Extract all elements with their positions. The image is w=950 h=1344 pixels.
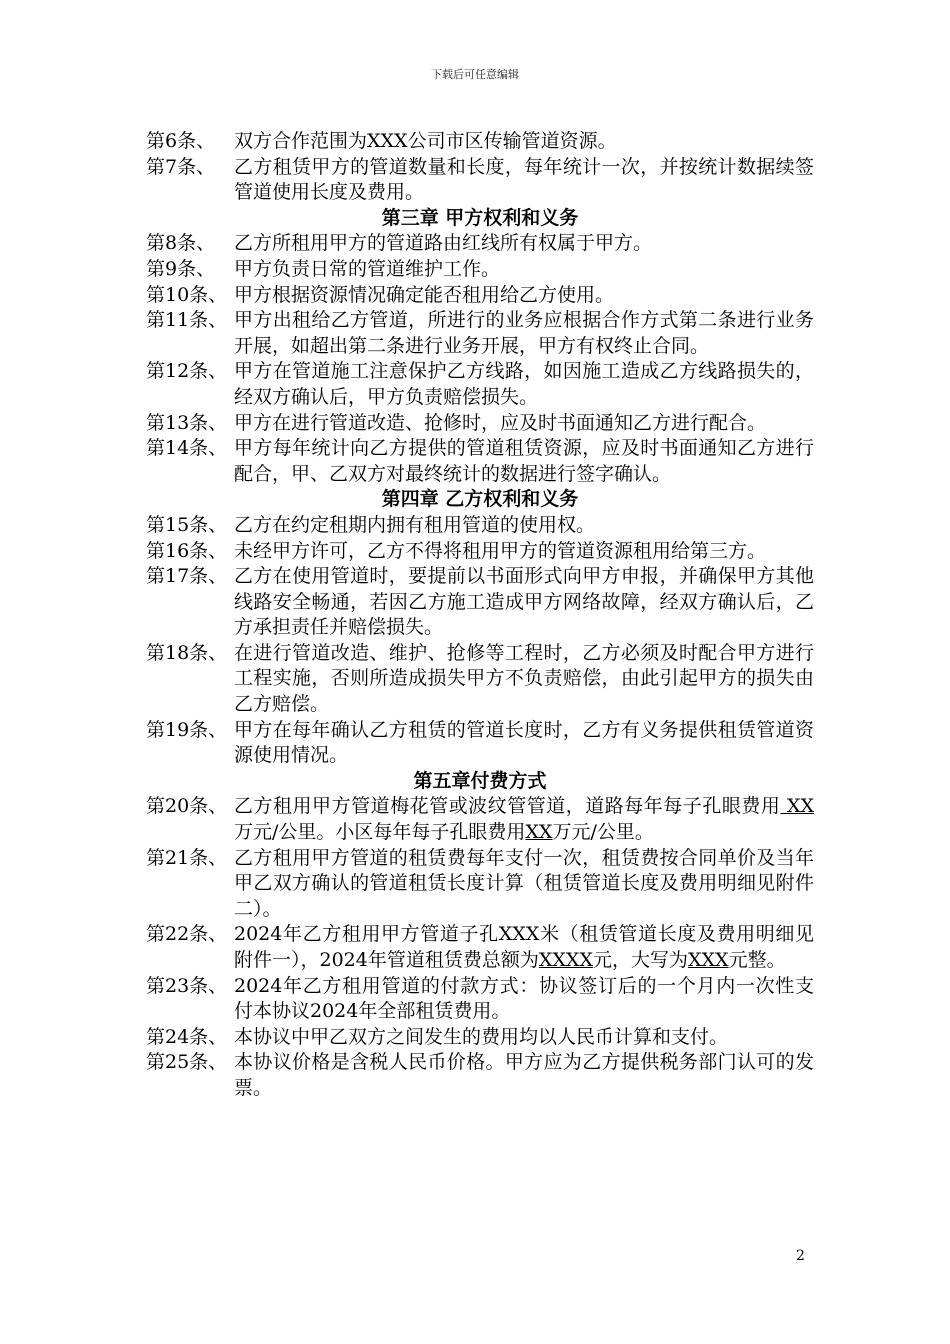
article-text-part: 乙方租用甲方管道梅花管或波纹管管道，道路每年每子孔眼费用: [234, 795, 781, 818]
article-number: 第7条、: [146, 155, 216, 178]
article-number: 第15条、: [146, 513, 228, 536]
total-fee-value: XXXX: [538, 949, 593, 971]
article-number: 第18条、: [146, 641, 228, 664]
article-number: 第20条、: [146, 795, 228, 818]
article-17: [146, 564, 814, 641]
article-text: 甲方在管道施工注意保护乙方线路，如因施工造成乙方线路损失的，经双方确认后，甲方负责赔偿损失。: [234, 360, 814, 408]
fee-value-community: XX: [525, 821, 553, 844]
total-fee-uppercase: XXX: [687, 949, 729, 971]
article-8: [146, 231, 814, 257]
article-text: 甲方在每年确认乙方租赁的管道长度时，乙方有义务提供租赁管道资源使用情况。: [234, 718, 814, 767]
article-13: [146, 411, 814, 437]
article-text: 甲方每年统计向乙方提供的管道租赁资源，应及时书面通知乙方进行配合，甲、乙双方对最终统计的数据进行签字确认。: [234, 437, 814, 485]
article-text: 甲方负责日常的管道维护工作。: [234, 257, 501, 280]
article-19: [146, 718, 814, 769]
article-11: [146, 308, 814, 359]
article-18: [146, 641, 814, 718]
article-text: 乙方在使用管道时，要提前以书面形式向甲方申报，并确保甲方其他线路安全畅通，若因乙方施工造成甲方网络故障，经双方确认后，乙方承担责任并赔偿损失。: [234, 565, 814, 639]
article-text: 2024年乙方租用管道的付款方式：协议签订后的一个月内一次性支付本协议2024年全部租赁费用。: [234, 974, 814, 1023]
article-number: 第22条、: [146, 923, 228, 946]
article-text: 甲方根据资源情况确定能否租用给乙方使用。: [234, 283, 615, 306]
article-number: 第12条、: [146, 360, 228, 383]
article-text: 甲方在进行管道改造、抢修时，应及时书面通知乙方进行配合。: [234, 411, 767, 434]
article-number: 第13条、: [146, 411, 228, 434]
article-16: [146, 539, 814, 565]
article-number: 第10条、: [146, 283, 228, 306]
page-header: 下载后可任意编辑: [431, 68, 519, 81]
article-text: 本协议价格是含税人民币价格。甲方应为乙方提供税务部门认可的发票。: [234, 1051, 814, 1099]
chapter-3-heading: 第三章 甲方权利和义务: [381, 206, 579, 229]
article-number: 第25条、: [146, 1051, 228, 1074]
article-text: 双方合作范围为XXX公司市区传输管道资源。: [234, 130, 617, 152]
article-12: [146, 359, 814, 410]
page-number: 2: [796, 1248, 805, 1264]
article-number: 第23条、: [146, 974, 228, 997]
article-22: [146, 922, 814, 973]
article-number: 第9条、: [146, 257, 216, 280]
article-text-part: 2024年乙方租用甲方管道子孔XXX米（租赁管道长度及费用明细见附件一），2024年管道租赁费总额为: [234, 923, 814, 971]
fee-value-road: XX: [780, 795, 814, 818]
article-number: 第24条、: [146, 1025, 228, 1048]
article-10: [146, 283, 814, 309]
article-text: 乙方所租用甲方的管道路由红线所有权属于甲方。: [234, 232, 653, 255]
article-number: 第17条、: [146, 565, 228, 588]
article-6: [146, 129, 814, 155]
article-number: 第14条、: [146, 437, 228, 460]
article-text: 乙方在约定租期内拥有租用管道的使用权。: [234, 513, 596, 536]
article-23: [146, 974, 814, 1025]
article-text-part: 元整。: [728, 949, 786, 971]
article-text: 未经甲方许可，乙方不得将租用甲方的管道资源租用给第三方。: [234, 539, 767, 562]
article-number: 第21条、: [146, 846, 228, 869]
article-text-part: 元，大写为: [592, 949, 688, 971]
article-21: [146, 846, 814, 923]
article-number: 第16条、: [146, 539, 228, 562]
article-text-part: 万元/公里。小区每年每子孔眼费用: [234, 821, 526, 844]
article-text-part: 万元/公里。: [552, 821, 654, 844]
document-body: [146, 129, 814, 1102]
article-14: [146, 436, 814, 487]
article-25: [146, 1050, 814, 1101]
article-number: 第11条、: [146, 309, 228, 332]
article-20: [146, 794, 814, 845]
article-number: 第8条、: [146, 232, 216, 255]
article-text: 乙方租赁甲方的管道数量和长度，每年统计一次，并按统计数据续签管道使用长度及费用。: [234, 155, 814, 204]
article-9: [146, 257, 814, 283]
article-15: [146, 513, 814, 539]
article-number: 第6条、: [146, 130, 216, 152]
article-text: 乙方租用甲方管道的租赁费每年支付一次，租赁费按合同单价及当年甲乙双方确认的管道租赁长度计算（租赁管道长度及费用明细见附件二）。: [234, 846, 814, 920]
article-text: 本协议中甲乙双方之间发生的费用均以人民币计算和支付。: [234, 1025, 729, 1048]
article-7: [146, 155, 814, 206]
article-text: 在进行管道改造、维护、抢修等工程时，乙方必须及时配合甲方进行工程实施，否则所造成损失甲方不负责赔偿，由此引起甲方的损失由乙方赔偿。: [234, 641, 814, 716]
chapter-4-heading: 第四章 乙方权利和义务: [381, 488, 579, 511]
article-text: 甲方出租给乙方管道，所进行的业务应根据合作方式第二条进行业务开展，如超出第二条进行业务开展，甲方有权终止合同。: [234, 309, 814, 357]
article-number: 第19条、: [146, 718, 228, 741]
chapter-5-heading: 第五章付费方式: [413, 769, 547, 792]
article-24: [146, 1025, 814, 1051]
